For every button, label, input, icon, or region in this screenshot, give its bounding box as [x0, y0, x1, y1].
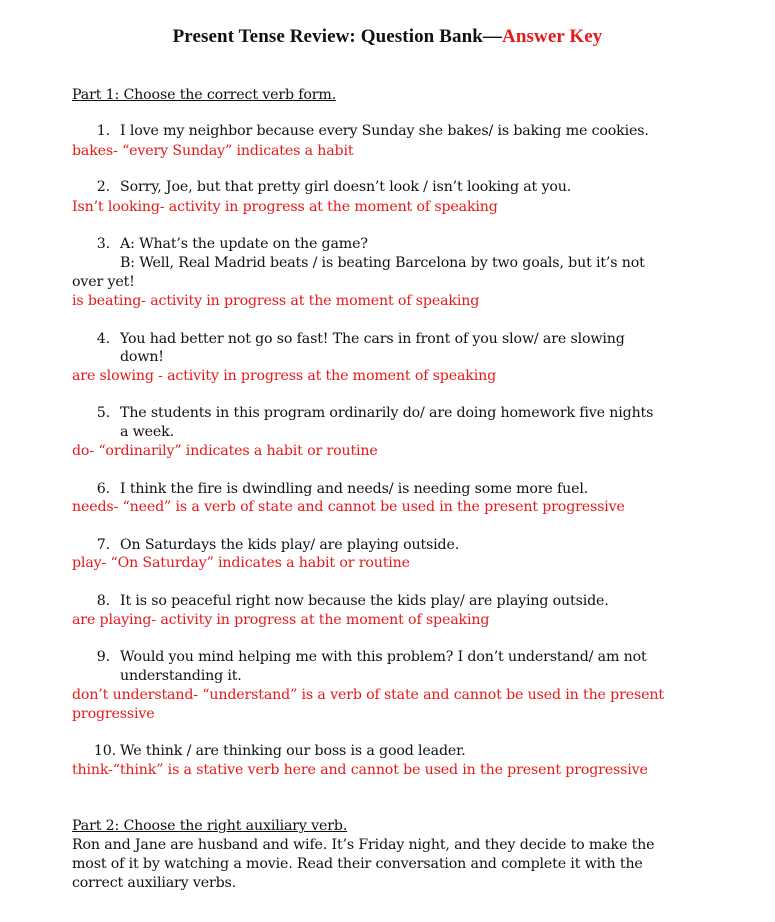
q7-number: 7.: [96, 537, 110, 553]
q3-answer: is beating- activity in progress at the moment of speaking: [72, 293, 480, 309]
q9-answer-line2: progressive: [72, 706, 155, 722]
q1-answer: bakes- “every Sunday” indicates a habit: [72, 143, 354, 159]
title-main: Present Tense Review: Question Bank—: [172, 26, 503, 47]
q9-text-line2: understanding it.: [120, 668, 242, 684]
part1-heading: Part 1: Choose the correct verb form.: [72, 87, 337, 103]
q10-number: 10.: [93, 743, 116, 759]
q10-text: We think / are thinking our boss is a good leader.: [120, 743, 466, 759]
q5-text-line1: The students in this program ordinarily do/ are doing homework five nights: [120, 405, 654, 421]
q2-answer: Isn’t looking- activity in progress at the moment of speaking: [72, 199, 498, 215]
q4-number: 4.: [96, 331, 110, 347]
part2-text-line2: most of it by watching a movie. Read their conversation and complete it with the: [72, 856, 643, 872]
q8-text: It is so peaceful right now because the kids play/ are playing outside.: [120, 593, 609, 609]
q5-answer: do- “ordinarily” indicates a habit or routine: [72, 443, 378, 459]
q1-number: 1.: [96, 123, 110, 139]
q2-number: 2.: [96, 179, 110, 195]
q9-text-line1: Would you mind helping me with this problem? I don’t understand/ am not: [120, 649, 647, 665]
q8-number: 8.: [96, 593, 110, 609]
q3-text-line1: A: What’s the update on the game?: [120, 236, 368, 252]
q4-text-line2: down!: [120, 349, 164, 365]
q7-answer: play- “On Saturday” indicates a habit or routine: [72, 555, 410, 571]
page-title: [0, 26, 775, 48]
q8-answer: are playing- activity in progress at the moment of speaking: [72, 612, 490, 628]
q9-number: 9.: [96, 649, 110, 665]
q4-text-line1: You had better not go so fast! The cars in front of you slow/ are slowing: [120, 331, 625, 347]
part2-text-line1: Ron and Jane are husband and wife. It’s Friday night, and they decide to make the: [72, 837, 655, 853]
q3-text-line2: B: Well, Real Madrid beats / is beating Barcelona by two goals, but it’s not: [120, 255, 645, 271]
q7-text: On Saturdays the kids play/ are playing outside.: [120, 537, 460, 553]
q9-answer-line1: don’t understand- “understand” is a verb of state and cannot be used in the present: [72, 687, 664, 703]
q6-text: I think the fire is dwindling and needs/ is needing some more fuel.: [120, 481, 589, 497]
q4-answer: are slowing - activity in progress at the moment of speaking: [72, 368, 497, 384]
part2-heading: Part 2: Choose the right auxiliary verb.: [72, 818, 348, 834]
part2-text-line3: correct auxiliary verbs.: [72, 875, 237, 891]
title-highlight: Answer Key: [502, 26, 603, 47]
q5-number: 5.: [96, 405, 110, 421]
q10-answer: think-“think” is a stative verb here and cannot be used in the present progressive: [72, 762, 648, 778]
q6-number: 6.: [96, 481, 110, 497]
q1-text: I love my neighbor because every Sunday she bakes/ is baking me cookies.: [120, 123, 649, 139]
q5-text-line2: a week.: [120, 424, 174, 440]
q6-answer: needs- “need” is a verb of state and cannot be used in the present progressive: [72, 499, 625, 515]
q2-text: Sorry, Joe, but that pretty girl doesn’t look / isn’t looking at you.: [120, 179, 572, 195]
q3-number: 3.: [96, 236, 110, 252]
q3-text-line3: over yet!: [72, 274, 135, 290]
